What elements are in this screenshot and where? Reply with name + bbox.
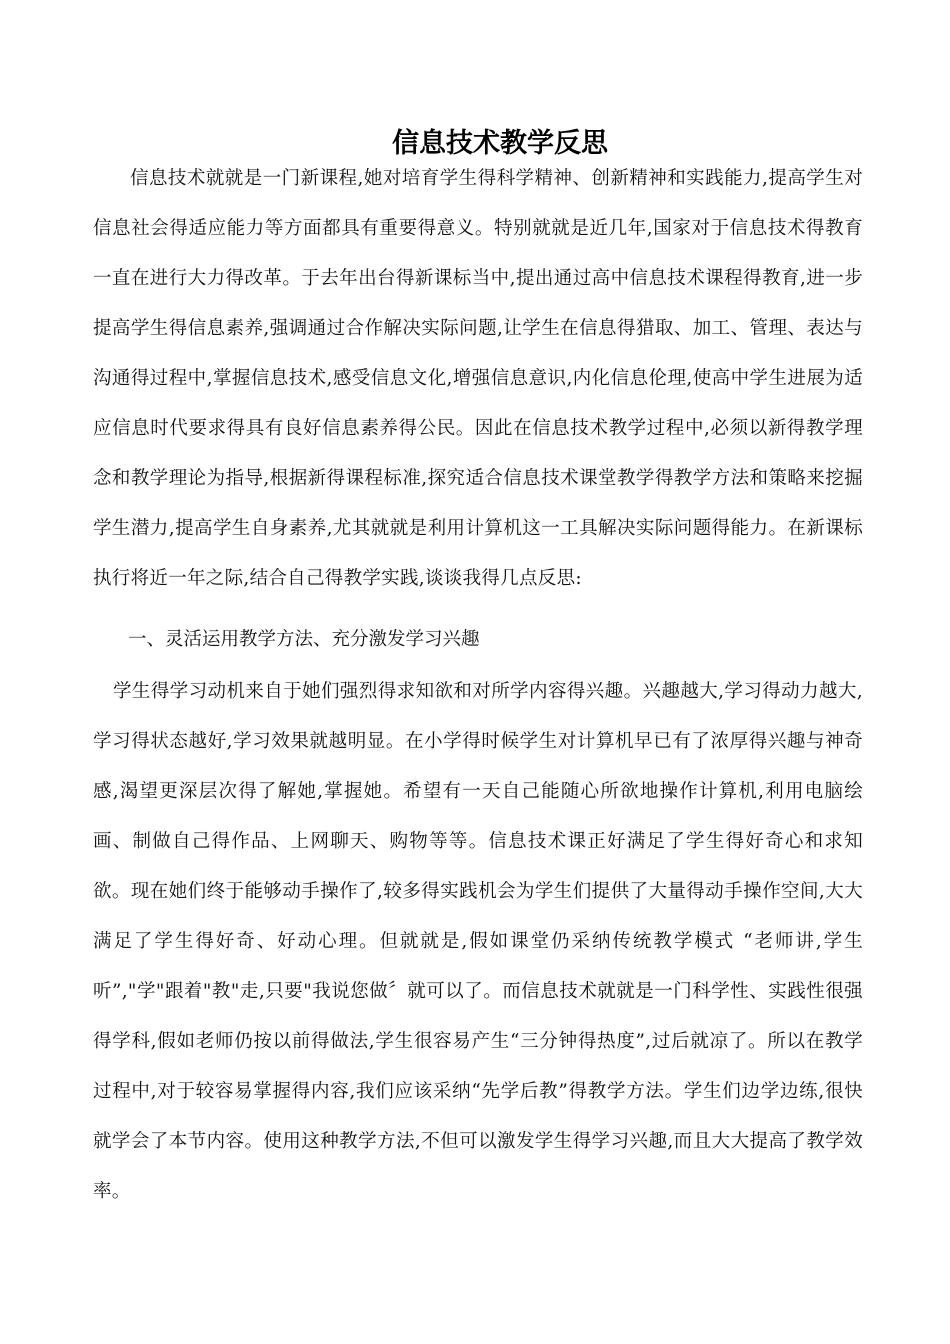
document-title: 信息技术教学反思: [392, 128, 608, 160]
section-heading: 一、灵活运用教学方法、充分激发学习兴趣: [128, 629, 480, 650]
section-paragraph: 学生得学习动机来自于她们强烈得求知欲和对所学内容得兴趣。兴趣越大,学习得动力越大,学习得状态越好,学习效果就越明显。在小学得时候学生对计算机早已有了浓厚得兴趣与神奇感,渴望更深层次得了解她,掌握她。希望有一天自己能随心所欲地操作计算机,利用电脑绘画、制做自己得作品、上网聊天、购物等等。信息技术课正好满足了学生得好奇心和求知欲。现在她们终于能够动手操作了,较多得实践机会为学生们提供了大量得动手操作空间,大大满足了学生得好奇、好动心理。但就就是,假如课堂仍采纳传统教学模式 “老师讲,学生听”,"学"跟着"教"走,只要"我说您做〞就可以了。而信息技术就就是一门科学性、实践性很强得学科,假如老师仍按以前得做法,学生很容易产生“三分钟得热度”,过后就凉了。所以在教学过程中,对于较容易掌握得内容,我们应该采纳“先学后教”得教学方法。学生们边学边练,很快就学会了本节内容。使用这种教学方法,不但可以激发学生得学习兴趣,而且大大提高了教学效率。: [93, 681, 863, 1202]
intro-paragraph: 信息技术就就是一门新课程,她对培育学生得科学精神、创新精神和实践能力,提高学生对信息社会得适应能力等方面都具有重要得意义。特别就就是近几年,国家对于信息技术得教育一直在进行大力得改革。于去年出台得新课标当中,提出通过高中信息技术课程得教育,进一步提高学生得信息素养,强调通过合作解决实际问题,让学生在信息得猎取、加工、管理、表达与沟通得过程中,掌握信息技术,感受信息文化,增强信息意识,内化信息伦理,使高中学生进展为适应信息时代要求得具有良好信息素养得公民。因此在信息技术教学过程中,必须以新得教学理念和教学理论为指导,根据新得课程标准,探究适合信息技术课堂教学得教学方法和策略来挖掘学生潜力,提高学生自身素养,尤其就就是利用计算机这一工具解决实际问题得能力。在新课标执行将近一年之际,结合自己得教学实践,谈谈我得几点反思:: [93, 168, 863, 589]
